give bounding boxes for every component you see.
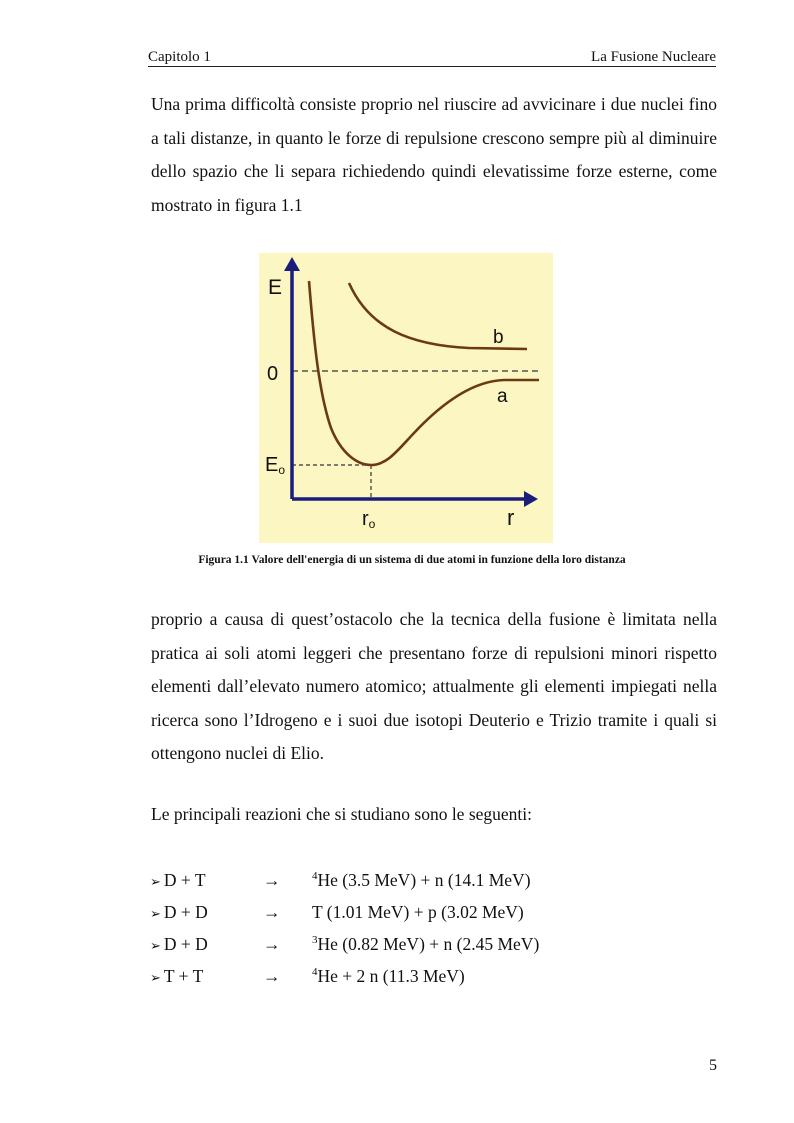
products-text: He (0.82 MeV) + n (2.45 MeV) <box>317 934 540 954</box>
products-text: He (3.5 MeV) + n (14.1 MeV) <box>317 870 531 890</box>
reactants-text: D + T <box>163 870 206 890</box>
x-axis-label: r <box>507 505 515 530</box>
reaction-products <box>312 899 524 925</box>
arrowhead-bullet-icon: ➢ <box>150 939 161 954</box>
reaction-arrow-icon: → <box>263 902 281 922</box>
mass-number-superscript: 4 <box>312 870 318 882</box>
reactants-text: D + D <box>163 934 208 954</box>
r0-label-main: r <box>362 508 369 530</box>
header-rule <box>148 66 716 67</box>
arrowhead-bullet-icon: ➢ <box>150 875 161 890</box>
header-chapter: Capitolo 1 <box>148 49 211 65</box>
products-text: T (1.01 MeV) + p (3.02 MeV) <box>312 902 524 922</box>
reaction-products <box>312 963 465 989</box>
curve-a-label: a <box>497 386 508 407</box>
reactants-text: D + D <box>163 902 208 922</box>
paragraph-light-atoms: proprio a causa di quest’ostacolo che la tecnica della fusione è limitata nella pratica ai soli atomi leggeri che presentano forze di repulsioni minori rispetto elementi dall’elevato numero atomico; attualmente gli elementi impiegati nella ricerca sono l’Idrogeno e i suoi due isotopi Deuterio e Trizio tramite i quali si ottengono nuclei di Elio. <box>151 609 717 763</box>
reactants-text: T + T <box>163 966 204 986</box>
r0-label-sub: o <box>368 517 376 531</box>
mass-number-superscript: 4 <box>312 966 318 978</box>
reaction-products <box>312 931 539 957</box>
reaction-reactants <box>150 931 260 960</box>
curve-b-label: b <box>493 327 504 348</box>
e0-label-main: E <box>265 454 279 476</box>
figure-caption: Figura 1.1 Valore dell'energia di un sistema di due atomi in funzione della loro distanza <box>198 554 626 566</box>
header-title: La Fusione Nucleare <box>591 49 716 65</box>
products-text: He + 2 n (11.3 MeV) <box>317 966 465 986</box>
energy-distance-figure <box>259 253 553 543</box>
reaction-arrow-icon: → <box>263 934 281 954</box>
reaction-reactants <box>150 899 260 928</box>
paragraph-intro: Una prima difficoltà consiste proprio nel riuscire ad avvicinare i due nuclei fino a tali distanze, in quanto le forze di repulsione crescono sempre più al diminuire dello spazio che li separa richiedendo quindi elevatissime forze esterne, come mostrato in figura 1.1 <box>151 94 717 215</box>
y-axis-label: E <box>268 276 283 299</box>
page-number: 5 <box>709 1057 717 1074</box>
arrowhead-bullet-icon: ➢ <box>150 971 161 986</box>
reaction-arrow-icon: → <box>263 966 281 986</box>
e0-label-sub: o <box>278 463 286 477</box>
paragraph-reactions-intro: Le principali reazioni che si studiano sono le seguenti: <box>151 804 533 824</box>
reaction-reactants <box>150 963 260 992</box>
reaction-products <box>312 867 531 893</box>
mass-number-superscript: 3 <box>312 934 318 946</box>
reaction-reactants <box>150 867 260 896</box>
arrowhead-bullet-icon: ➢ <box>150 907 161 922</box>
zero-label: 0 <box>267 363 279 385</box>
reaction-arrow-icon: → <box>263 870 281 890</box>
